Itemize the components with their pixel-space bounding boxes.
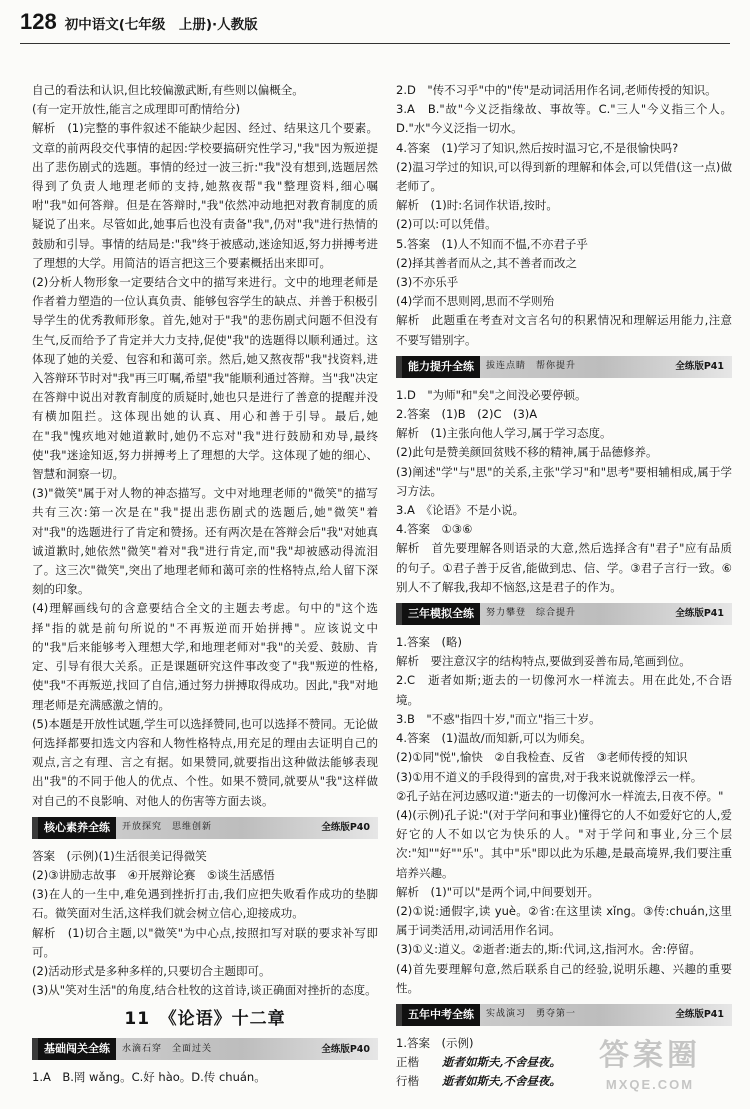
section-name: 基础闯关全练 xyxy=(38,1038,116,1060)
section-banner-core xyxy=(32,817,378,839)
answer-line: (2)①同"悦",愉快 ②自我检查、反省 ③老师传授的知识 xyxy=(396,750,688,765)
answer-line: (3)阐述"学"与"思"的关系,主张"学习"和"思考"要相辅相成,属于学习方法。 xyxy=(396,464,732,498)
answer-line: 解析 首先要理解各则语录的大意,然后选择含有"君子"应有品质的句子。①君子善于反省,能做到忠、信、学。③君子言行一致。⑥别人不了解我,我却不恼怒,这是君子的作为。 xyxy=(396,541,732,594)
paragraph: 自己的看法和认识,但比较偏激武断,有些则以偏概全。 xyxy=(32,83,304,97)
answer-line: 解析 (1)主张向他人学习,属于学习态度。 xyxy=(396,426,612,441)
answer-line: 4.答案 ①③⑥ xyxy=(396,522,473,537)
analysis-paragraph: 解析 (1)完整的事件叙述不能缺少起因、经过、结果这几个要素。文章的前两段交代事情的起因:学校要搞研究性学习,"我"因为叛逆提出了悲伤剧式的选题。事情的经过一波三折:"我"没有想到,选题居然得到了负责人地理老师的支持,她熬夜帮"我"整理资料,细心嘱咐"我"如何答辩。但是在答辩时,"我"依然冲动地把对教育制度的质疑说了出来。尽管如此,她事后也没有责备"我",仍对"我"进行热情的鼓励和引导。事情的结局是:"我"终于被感动,迷途知返,努力拼搏考进了理想的大学。用简洁的语言把这三个要素概括出来即可。 xyxy=(32,121,378,270)
answer-line: 2.C 逝者如斯;逝去的一切像河水一样流去。用在此处,不合语境。 xyxy=(396,673,732,707)
analysis-paragraph: (4)理解画线句的含意要结合全文的主题去考虑。句中的"这个选择"指的就是前句所说的"不再叛逆而开始拼搏"。应该说文中的"我"后来能够考入理想大学,和地理老师对"我"的关爱、鼓励、肯定、引导有很大关系。正是课题研究这件事改变了"我"叛逆的性格,使"我"不再叛逆,找回了自信,通过努力拼搏取得成功。因此,"我"对地理老师是充满感激之情的。 xyxy=(32,601,378,712)
answer-line: (2)温习学过的知识,可以得到新的理解和体会,可以凭借(这一点)做老师了。 xyxy=(396,159,732,194)
script-sample: 逝者如斯夫,不舍昼夜。 xyxy=(442,1074,562,1089)
answer-line: ②孔子站在河边感叹道:"逝去的一切像河水一样流去,日夜不停。" xyxy=(396,788,724,803)
script-label: 正楷 xyxy=(396,1055,419,1070)
answer-line: 1.答案 (略) xyxy=(396,635,462,650)
answer-line: 2.D "传不习乎"中的"传"是动词活用作名词,老师传授的知识。 xyxy=(396,83,717,97)
section-banner-base xyxy=(32,1038,378,1060)
page-number: 128 xyxy=(20,9,57,34)
answer-line: (3)从"笑对生活"的角度,结合杜牧的这首诗,谈正确面对挫折的态度。 xyxy=(32,983,377,998)
scoring-note: (有一定开放性,能言之成理即可酌情给分) xyxy=(32,102,241,117)
section-subtitle: 实战演习 勇夺第一 xyxy=(486,1009,577,1020)
watermark-logo xyxy=(566,1037,734,1099)
section-subtitle: 水滴石穿 全面过关 xyxy=(122,1043,213,1054)
section-ref: 全练版P41 xyxy=(675,608,724,620)
answer-line: 1.D "为师"和"矣"之间没必要停顿。 xyxy=(396,387,587,402)
section-ref: 全练版P41 xyxy=(675,1009,724,1021)
answer-line: (4)首先要理解句意,然后联系自己的经验,说明乐趣、兴趣的重要性。 xyxy=(396,961,732,995)
answer-line: 4.答案 (1)温故/而知新,可以为师矣。 xyxy=(396,731,592,746)
section-ref: 全练版P40 xyxy=(321,822,370,834)
answer-line: (2)活动形式是多种多样的,只要切合主题即可。 xyxy=(32,963,271,978)
answer-line: (2)可以:可以凭借。 xyxy=(396,217,497,232)
answer-line: (2)此句是赞美颜回贫贱不移的精神,属于品德修养。 xyxy=(396,445,658,460)
section-name: 五年中考全练 xyxy=(402,1004,480,1026)
analysis-paragraph: (2)分析人物形象一定要结合文中的描写来进行。文中的地理老师是作者着力塑造的一位认真负责、能够包容学生的缺点、并善于积极引导学生的优秀教师形象。首先,她对于"我"的悲伤剧式问题不但没有生气,反而给予了肯定并大力支持,促使"我"的选题得以顺利通过。这体现了她的关爱、包容和和蔼可亲。然后,她又熬夜帮"我"找资料,进入答辩环节时对"我"再三叮嘱,希望"我"能顺利通过答辩。当"我"决定在答辩中说出对教育制度的质疑时,她也只是进行了善意的提醒并没有横加阻拦。这体现出她的认真、用心和善于引导。最后,她在"我"愧疚地对她道歉时,她仍不忘对"我"进行鼓励和劝导,最终使"我"迷途知返,努力拼搏考上了理想的大学。这体现了她的细心、智慧和洞察一切。 xyxy=(32,275,378,482)
answer-line: 5.答案 (1)人不知而不愠,不亦君子乎 xyxy=(396,236,588,251)
book-title: 初中语文(七年级 上册)·人教版 xyxy=(64,17,258,33)
answer-line: (3)①用不道义的手段得到的富贵,对于我来说就像浮云一样。 xyxy=(396,769,703,784)
analysis-paragraph: (5)本题是开放性试题,学生可以选择赞同,也可以选择不赞同。无论做何选择都要扣选文内容和人物性格特点,用充足的理由去证明自己的观点,言之有理、言之有据。如果赞同,就要指出这种做法能够表现出"我"的不同于他人的优点、个性。如果不赞同,就要从"我"这样做对自己的不良影响、对他人的伤害等方面去谈。 xyxy=(32,716,378,808)
answer-line: 4.答案 (1)学习了知识,然后按时温习它,不是很愉快吗? xyxy=(396,140,679,155)
answer-line: 解析 (1)"可以"是两个词,中间要划开。 xyxy=(396,884,600,899)
analysis-paragraph: (3)"微笑"属于对人物的神态描写。文中对地理老师的"微笑"的描写共有三次:第一次是在"我"提出悲伤剧式的选题后,她"微笑"着对"我"的选题进行了肯定和赞扬。还有两次是在答辩会后"我"对她真诚道歉时,她依然"微笑"着对"我"进行肯定,而"我"却被感动得流泪了。这三次"微笑",突出了地理老师和蔼可亲的性格特点,给人留下深刻的印象。 xyxy=(32,486,378,597)
answer-line: (4)(示例)孔子说:"(对于学问和事业)懂得它的人不如爱好它的人,爱好它的人不如以它为快乐的人。"对于学问和事业,分三个层次:"知""好""乐"。其中"乐"即以此为乐趣,是最高境界,我们要注重培养兴趣。 xyxy=(396,807,732,880)
section-subtitle: 拔连点睛 帮你提升 xyxy=(486,361,577,372)
section-name: 能力提升全练 xyxy=(402,356,480,378)
answer-line: 1.A B.罔 wǎng。C.好 hào。D.传 chuán。 xyxy=(32,1070,266,1085)
answer-line: 3.A B."故"今义泛指缘故、事故等。C."三人"今义指三个人。D."水"今义泛指一切水。 xyxy=(396,102,732,136)
section-ref: 全练版P41 xyxy=(675,361,724,373)
right-column xyxy=(396,81,732,1092)
answer-line: 解析 (1)切合主题,以"微笑"为中心点,按照扣写对联的要求补写即可。 xyxy=(32,925,378,959)
left-column xyxy=(32,81,378,1088)
answer-line: 3.A 《论语》不是小说。 xyxy=(396,503,525,518)
section-banner-ability xyxy=(396,356,732,378)
page-header xyxy=(20,9,258,36)
answer-line: 解析 此题重在考查对文言名句的积累情况和理解运用能力,注意不要写错别字。 xyxy=(396,313,732,347)
section-name: 核心素养全练 xyxy=(38,817,116,839)
section-ref: 全练版P40 xyxy=(321,1043,370,1055)
section-subtitle: 开放探究 思维创新 xyxy=(122,822,213,833)
lesson-title: 11 《论语》十二章 xyxy=(124,1009,286,1030)
answer-line: 2.答案 (1)B (2)C (3)A xyxy=(396,407,538,422)
answer-line: (3)不亦乐乎 xyxy=(396,275,459,290)
script-label: 行楷 xyxy=(396,1074,419,1089)
section-banner-three-year xyxy=(396,603,732,625)
answer-line: (3)①义:道义。②逝者:逝去的,斯:代词,这,指河水。舍:停留。 xyxy=(396,942,701,957)
answer-line: (2)③讲励志故事 ④开展辩论赛 ⑤谈生活感悟 xyxy=(32,867,275,882)
answer-line: 解析 (1)时:名词作状语,按时。 xyxy=(396,198,558,213)
watermark-text: 答案圈 xyxy=(599,1038,701,1073)
script-sample: 逝者如斯夫,不舍昼夜。 xyxy=(442,1055,562,1070)
answer-line: 答案 (示例)(1)生活很美记得微笑 xyxy=(32,848,207,863)
answer-line: 3.B "不惑"指四十岁,"而立"指三十岁。 xyxy=(396,711,601,726)
section-banner-five-year xyxy=(396,1004,732,1026)
section-name: 三年模拟全练 xyxy=(402,603,480,625)
answer-line: (2)择其善者而从之,其不善者而改之 xyxy=(396,255,577,270)
answer-line: (2)①说:通假字,读 yuè。②省:在这里读 xǐng。③传:chuán,这里属于词类活用,动词活用作名词。 xyxy=(396,903,732,938)
answer-line: 解析 要注意汉字的结构特点,要做到妥善布局,笔画到位。 xyxy=(396,654,691,669)
answer-line: 1.答案 (示例) xyxy=(396,1035,474,1050)
answer-line: (3)在人的一生中,难免遇到挫折打击,我们应把失败看作成功的垫脚石。微笑面对生活,这样我们就会树立信心,迎接成功。 xyxy=(32,887,378,921)
watermark-url: MXQE.COM xyxy=(605,1077,695,1092)
answer-line: (4)学而不思则罔,思而不学则殆 xyxy=(396,294,554,309)
section-subtitle: 努力攀登 综合提升 xyxy=(486,608,577,619)
header-rule xyxy=(20,43,730,44)
